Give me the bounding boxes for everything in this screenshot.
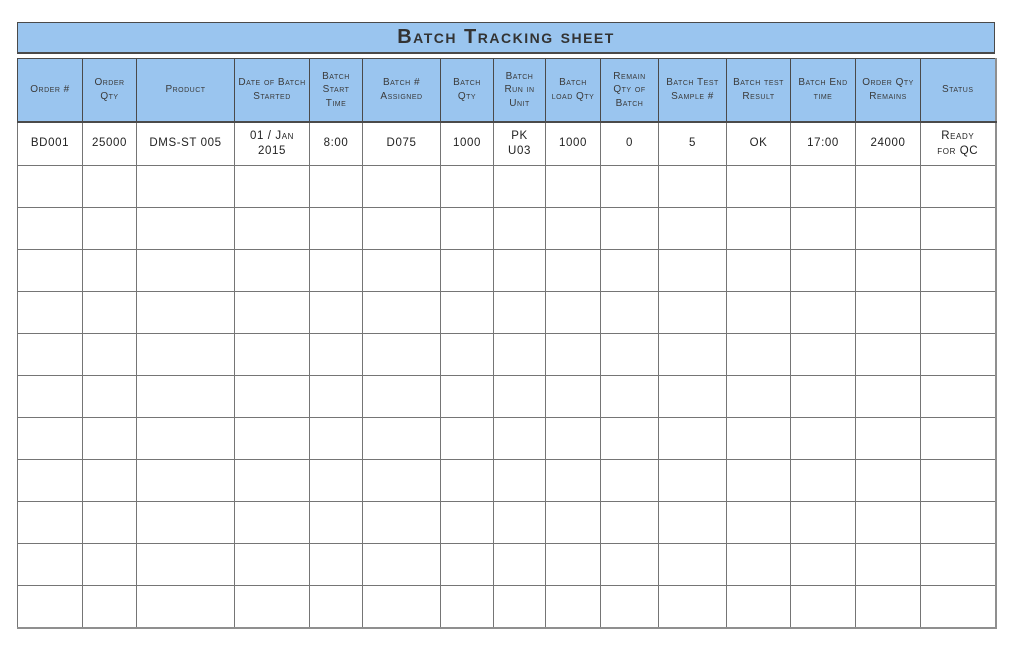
empty-cell xyxy=(546,166,601,208)
empty-cell xyxy=(856,334,921,376)
empty-cell xyxy=(235,586,310,628)
empty-cell xyxy=(546,334,601,376)
empty-cell xyxy=(137,460,235,502)
cell-order-qty: 25000 xyxy=(83,122,137,166)
empty-cell xyxy=(727,166,791,208)
col-header-product: Product xyxy=(137,59,235,122)
empty-cell xyxy=(363,376,441,418)
empty-cell xyxy=(494,166,546,208)
empty-cell xyxy=(18,208,83,250)
col-header-order-number: Order # xyxy=(18,59,83,122)
cell-batch-qty: 1000 xyxy=(441,122,494,166)
empty-cell xyxy=(18,166,83,208)
empty-cell xyxy=(921,460,996,502)
empty-cell xyxy=(83,292,137,334)
empty-cell xyxy=(856,208,921,250)
empty-cell xyxy=(83,460,137,502)
empty-cell xyxy=(363,460,441,502)
cell-batch-assigned: D075 xyxy=(363,122,441,166)
empty-cell xyxy=(727,292,791,334)
empty-cell xyxy=(363,334,441,376)
empty-cell xyxy=(83,166,137,208)
empty-cell xyxy=(791,166,856,208)
empty-cell xyxy=(921,208,996,250)
empty-cell xyxy=(546,418,601,460)
empty-cell xyxy=(727,334,791,376)
empty-cell xyxy=(546,460,601,502)
empty-cell xyxy=(659,208,727,250)
empty-cell xyxy=(137,208,235,250)
empty-cell xyxy=(137,334,235,376)
empty-cell xyxy=(235,250,310,292)
empty-cell xyxy=(363,544,441,586)
empty-cell xyxy=(83,418,137,460)
empty-cell xyxy=(791,544,856,586)
empty-cell xyxy=(791,418,856,460)
empty-cell xyxy=(791,292,856,334)
empty-cell xyxy=(856,418,921,460)
empty-cell xyxy=(921,166,996,208)
empty-cell xyxy=(441,208,494,250)
empty-cell xyxy=(727,460,791,502)
col-header-load-qty: Batch load Qty xyxy=(546,59,601,122)
empty-cell xyxy=(659,334,727,376)
empty-cell xyxy=(727,208,791,250)
empty-cell xyxy=(546,292,601,334)
empty-cell xyxy=(601,166,659,208)
empty-cell xyxy=(659,292,727,334)
empty-cell xyxy=(601,208,659,250)
empty-cell xyxy=(791,334,856,376)
header-row xyxy=(18,59,996,122)
empty-cell xyxy=(363,166,441,208)
empty-cell xyxy=(137,544,235,586)
empty-cell xyxy=(921,544,996,586)
empty-cell xyxy=(235,166,310,208)
empty-cell xyxy=(83,502,137,544)
cell-start-time: 8:00 xyxy=(310,122,363,166)
empty-cell xyxy=(856,544,921,586)
empty-cell xyxy=(494,502,546,544)
empty-cell xyxy=(363,418,441,460)
empty-cell xyxy=(546,586,601,628)
cell-order-number: BD001 xyxy=(18,122,83,166)
empty-row xyxy=(18,376,996,418)
empty-cell xyxy=(235,208,310,250)
empty-cell xyxy=(546,208,601,250)
empty-cell xyxy=(791,208,856,250)
empty-row xyxy=(18,292,996,334)
empty-cell xyxy=(659,418,727,460)
col-header-remain-qty: Remain Qty of Batch xyxy=(601,59,659,122)
empty-cell xyxy=(791,502,856,544)
empty-cell xyxy=(856,502,921,544)
empty-cell xyxy=(601,418,659,460)
empty-cell xyxy=(856,250,921,292)
empty-row xyxy=(18,418,996,460)
empty-cell xyxy=(235,376,310,418)
empty-cell xyxy=(727,544,791,586)
empty-cell xyxy=(601,544,659,586)
empty-cell xyxy=(310,544,363,586)
empty-cell xyxy=(310,250,363,292)
empty-cell xyxy=(601,376,659,418)
empty-cell xyxy=(441,334,494,376)
empty-row xyxy=(18,586,996,628)
empty-cell xyxy=(137,502,235,544)
table-body xyxy=(18,122,996,628)
empty-cell xyxy=(235,418,310,460)
empty-row xyxy=(18,208,996,250)
empty-cell xyxy=(235,334,310,376)
empty-cell xyxy=(921,334,996,376)
empty-cell xyxy=(310,502,363,544)
empty-row xyxy=(18,334,996,376)
empty-cell xyxy=(83,586,137,628)
empty-cell xyxy=(18,334,83,376)
empty-cell xyxy=(441,250,494,292)
batch-table xyxy=(17,58,997,629)
col-header-order-qty-remains: Order Qty Remains xyxy=(856,59,921,122)
empty-cell xyxy=(137,418,235,460)
empty-cell xyxy=(310,376,363,418)
empty-cell xyxy=(310,334,363,376)
empty-cell xyxy=(494,544,546,586)
empty-cell xyxy=(921,418,996,460)
empty-cell xyxy=(791,586,856,628)
empty-cell xyxy=(494,460,546,502)
empty-cell xyxy=(18,544,83,586)
empty-cell xyxy=(137,292,235,334)
empty-cell xyxy=(83,376,137,418)
empty-cell xyxy=(441,376,494,418)
empty-cell xyxy=(18,502,83,544)
empty-cell xyxy=(441,292,494,334)
empty-cell xyxy=(856,460,921,502)
empty-cell xyxy=(727,250,791,292)
empty-cell xyxy=(83,544,137,586)
empty-cell xyxy=(18,586,83,628)
empty-cell xyxy=(494,208,546,250)
col-header-end-time: Batch End time xyxy=(791,59,856,122)
empty-cell xyxy=(363,208,441,250)
empty-cell xyxy=(137,376,235,418)
empty-row xyxy=(18,166,996,208)
empty-cell xyxy=(83,208,137,250)
col-header-run-in-unit: Batch Run in Unit xyxy=(494,59,546,122)
empty-cell xyxy=(310,208,363,250)
cell-date-started: 01 / Jan 2015 xyxy=(235,122,310,166)
empty-cell xyxy=(235,544,310,586)
empty-row xyxy=(18,250,996,292)
empty-cell xyxy=(856,376,921,418)
empty-cell xyxy=(441,460,494,502)
empty-cell xyxy=(921,586,996,628)
empty-cell xyxy=(494,250,546,292)
col-header-test-sample: Batch Test Sample # xyxy=(659,59,727,122)
empty-cell xyxy=(601,334,659,376)
empty-cell xyxy=(235,460,310,502)
empty-cell xyxy=(83,250,137,292)
empty-cell xyxy=(494,418,546,460)
batch-tracking-sheet xyxy=(17,22,995,629)
col-header-status: Status xyxy=(921,59,996,122)
empty-cell xyxy=(310,292,363,334)
empty-cell xyxy=(601,586,659,628)
cell-order-qty-remains: 24000 xyxy=(856,122,921,166)
col-header-start-time: Batch Start Time xyxy=(310,59,363,122)
empty-cell xyxy=(546,544,601,586)
empty-cell xyxy=(310,418,363,460)
col-header-test-result: Batch test Result xyxy=(727,59,791,122)
empty-cell xyxy=(727,376,791,418)
col-header-date-started: Date of Batch Started xyxy=(235,59,310,122)
cell-remain-qty: 0 xyxy=(601,122,659,166)
empty-cell xyxy=(310,166,363,208)
empty-cell xyxy=(441,502,494,544)
empty-cell xyxy=(18,376,83,418)
empty-cell xyxy=(921,376,996,418)
empty-cell xyxy=(83,334,137,376)
empty-cell xyxy=(791,250,856,292)
col-header-batch-assigned: Batch # Assigned xyxy=(363,59,441,122)
empty-cell xyxy=(363,292,441,334)
empty-cell xyxy=(727,586,791,628)
empty-cell xyxy=(363,250,441,292)
empty-row xyxy=(18,502,996,544)
empty-cell xyxy=(659,502,727,544)
empty-cell xyxy=(921,250,996,292)
empty-cell xyxy=(601,460,659,502)
empty-cell xyxy=(494,334,546,376)
empty-cell xyxy=(310,460,363,502)
empty-cell xyxy=(546,376,601,418)
empty-cell xyxy=(494,586,546,628)
empty-cell xyxy=(921,292,996,334)
empty-cell xyxy=(727,502,791,544)
empty-cell xyxy=(441,586,494,628)
empty-cell xyxy=(601,292,659,334)
empty-cell xyxy=(310,586,363,628)
empty-row xyxy=(18,544,996,586)
empty-cell xyxy=(441,544,494,586)
empty-cell xyxy=(856,292,921,334)
data-row xyxy=(18,122,996,166)
empty-cell xyxy=(441,166,494,208)
empty-cell xyxy=(137,586,235,628)
empty-cell xyxy=(363,502,441,544)
cell-status: Ready for QC xyxy=(921,122,996,166)
empty-cell xyxy=(441,418,494,460)
empty-cell xyxy=(601,502,659,544)
empty-cell xyxy=(18,418,83,460)
empty-cell xyxy=(137,250,235,292)
empty-row xyxy=(18,460,996,502)
empty-cell xyxy=(18,292,83,334)
cell-run-in-unit: PK U03 xyxy=(494,122,546,166)
empty-cell xyxy=(727,418,791,460)
sheet-title: Batch Tracking sheet xyxy=(17,22,995,54)
cell-product: DMS-ST 005 xyxy=(137,122,235,166)
empty-cell xyxy=(494,292,546,334)
empty-cell xyxy=(659,544,727,586)
empty-cell xyxy=(856,586,921,628)
empty-cell xyxy=(235,292,310,334)
cell-test-sample: 5 xyxy=(659,122,727,166)
empty-cell xyxy=(546,502,601,544)
empty-cell xyxy=(601,250,659,292)
empty-cell xyxy=(921,502,996,544)
empty-cell xyxy=(546,250,601,292)
empty-cell xyxy=(659,166,727,208)
empty-cell xyxy=(363,586,441,628)
empty-cell xyxy=(235,502,310,544)
empty-cell xyxy=(659,586,727,628)
cell-end-time: 17:00 xyxy=(791,122,856,166)
col-header-batch-qty: Batch Qty xyxy=(441,59,494,122)
empty-cell xyxy=(856,166,921,208)
cell-load-qty: 1000 xyxy=(546,122,601,166)
empty-cell xyxy=(659,376,727,418)
empty-cell xyxy=(791,460,856,502)
col-header-order-qty: Order Qty xyxy=(83,59,137,122)
empty-cell xyxy=(659,460,727,502)
empty-cell xyxy=(659,250,727,292)
empty-cell xyxy=(137,166,235,208)
empty-cell xyxy=(18,250,83,292)
empty-cell xyxy=(18,460,83,502)
empty-cell xyxy=(791,376,856,418)
cell-test-result: OK xyxy=(727,122,791,166)
empty-cell xyxy=(494,376,546,418)
